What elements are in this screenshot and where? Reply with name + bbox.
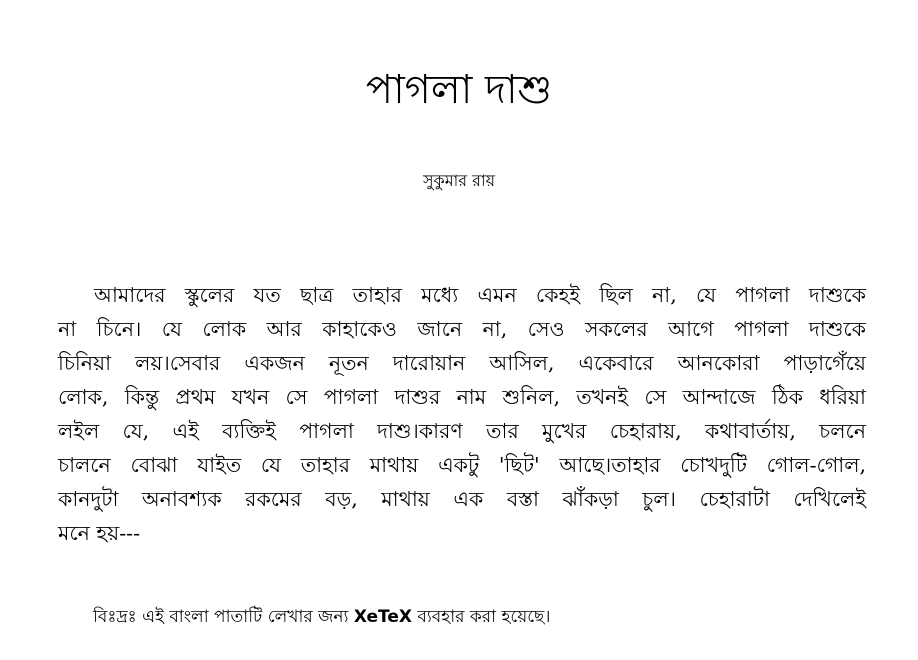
paragraph-line: লোক, কিন্তু প্রথম যখন সে পাগলা দাশুর নাম শুনিল, তখনই সে আন্দাজে ঠিক ধরিয়া — [58, 385, 866, 409]
paragraph-line: চিনিয়া লয়।সেবার একজন নূতন দারোয়ান আসিল, একেবারে আনকোরা পাড়াগেঁয়ে — [58, 351, 866, 375]
paragraph-line: আমাদের স্কুলের যত ছাত্র তাহার মধ্যে এমন কেহই ছিল না, যে পাগলা দাশুকে — [94, 283, 866, 307]
story-paragraph — [58, 278, 866, 550]
paragraph-line: মনে হয়--- — [58, 521, 140, 545]
paragraph-line: লইল যে, এই ব্যক্তিই পাগলা দাশু।কারণ তার মুখের চেহারায়, কথাবার্তায়, চলনে — [58, 419, 866, 443]
footnote — [93, 604, 550, 630]
footnote-suffix: ব্যবহার করা হয়েছে। — [417, 607, 551, 627]
author-name: সুকুমার রায় — [422, 171, 496, 190]
paragraph-line: কানদুটা অনাবশ্যক রকমের বড়, মাথায় এক বস্তা ঝাঁকড়া চুল। চেহারাটা দেখিলেই — [58, 487, 866, 511]
footnote-prefix: বিঃদ্রঃ এই বাংলা পাতাটি লেখার জন্য — [93, 607, 349, 627]
paragraph-line: চালনে বোঝা যাইত যে তাহার মাথায় একটু 'ছিট' আছে।তাহার চোখদুটি গোল-গোল, — [58, 453, 866, 477]
paragraph-line: না চিনে। যে লোক আর কাহাকেও জানে না, সেও সকলের আগে পাগলা দাশুকে — [58, 317, 866, 341]
page-title: পাগলা দাশু — [365, 67, 553, 113]
footnote-xetex: XeTeX — [353, 607, 412, 627]
